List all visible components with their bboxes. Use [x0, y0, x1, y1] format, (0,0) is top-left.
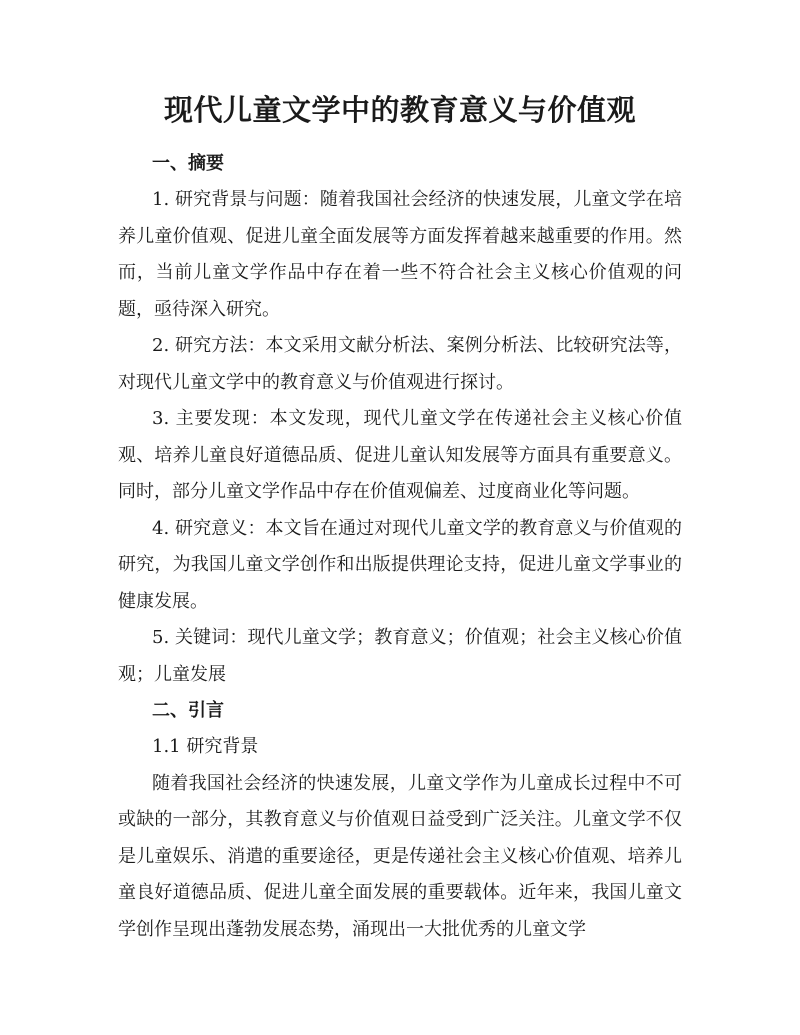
abstract-paragraph-4: 4. 研究意义：本文旨在通过对现代儿童文学的教育意义与价值观的研究，为我国儿童文学创作和出版提供理论支持，促进儿童文学事业的健康发展。 [118, 517, 682, 612]
abstract-paragraph-2: 2. 研究方法：本文采用文献分析法、案例分析法、比较研究法等，对现代儿童文学中的教育意义与价值观进行探讨。 [118, 335, 682, 393]
intro-paragraph-1: 随着我国社会经济的快速发展，儿童文学作为儿童成长过程中不可或缺的一部分，其教育意义与价值观日益受到广泛关注。儿童文学不仅是儿童娱乐、消遣的重要途径，更是传递社会主义核心价值观、培养儿童良好道德品质、促进儿童全面发展的重要载体。近年来，我国儿童文学创作呈现出蓬勃发展态势，涌现出一大批优秀的儿童文学 [118, 772, 682, 940]
subsection-heading-background: 1.1 研究背景 [152, 736, 259, 757]
section-heading-intro: 二、引言 [152, 700, 224, 721]
abstract-paragraph-3: 3. 主要发现：本文发现，现代儿童文学在传递社会主义核心价值观、培养儿童良好道德品质、促进儿童认知发展等方面具有重要意义。同时，部分儿童文学作品中存在价值观偏差、过度商业化等问题。 [118, 408, 682, 502]
section-heading-abstract: 一、摘要 [152, 153, 224, 174]
abstract-paragraph-5: 5. 关键词：现代儿童文学；教育意义；价值观；社会主义核心价值观；儿童发展 [118, 627, 682, 685]
abstract-paragraph-1: 1. 研究背景与问题：随着我国社会经济的快速发展，儿童文学在培养儿童价值观、促进儿童全面发展等方面发挥着越来越重要的作用。然而，当前儿童文学作品中存在着一些不符合社会主义核心价值观的问题，亟待深入研究。 [118, 189, 682, 320]
document-title: 现代儿童文学中的教育意义与价值观 [163, 93, 636, 127]
